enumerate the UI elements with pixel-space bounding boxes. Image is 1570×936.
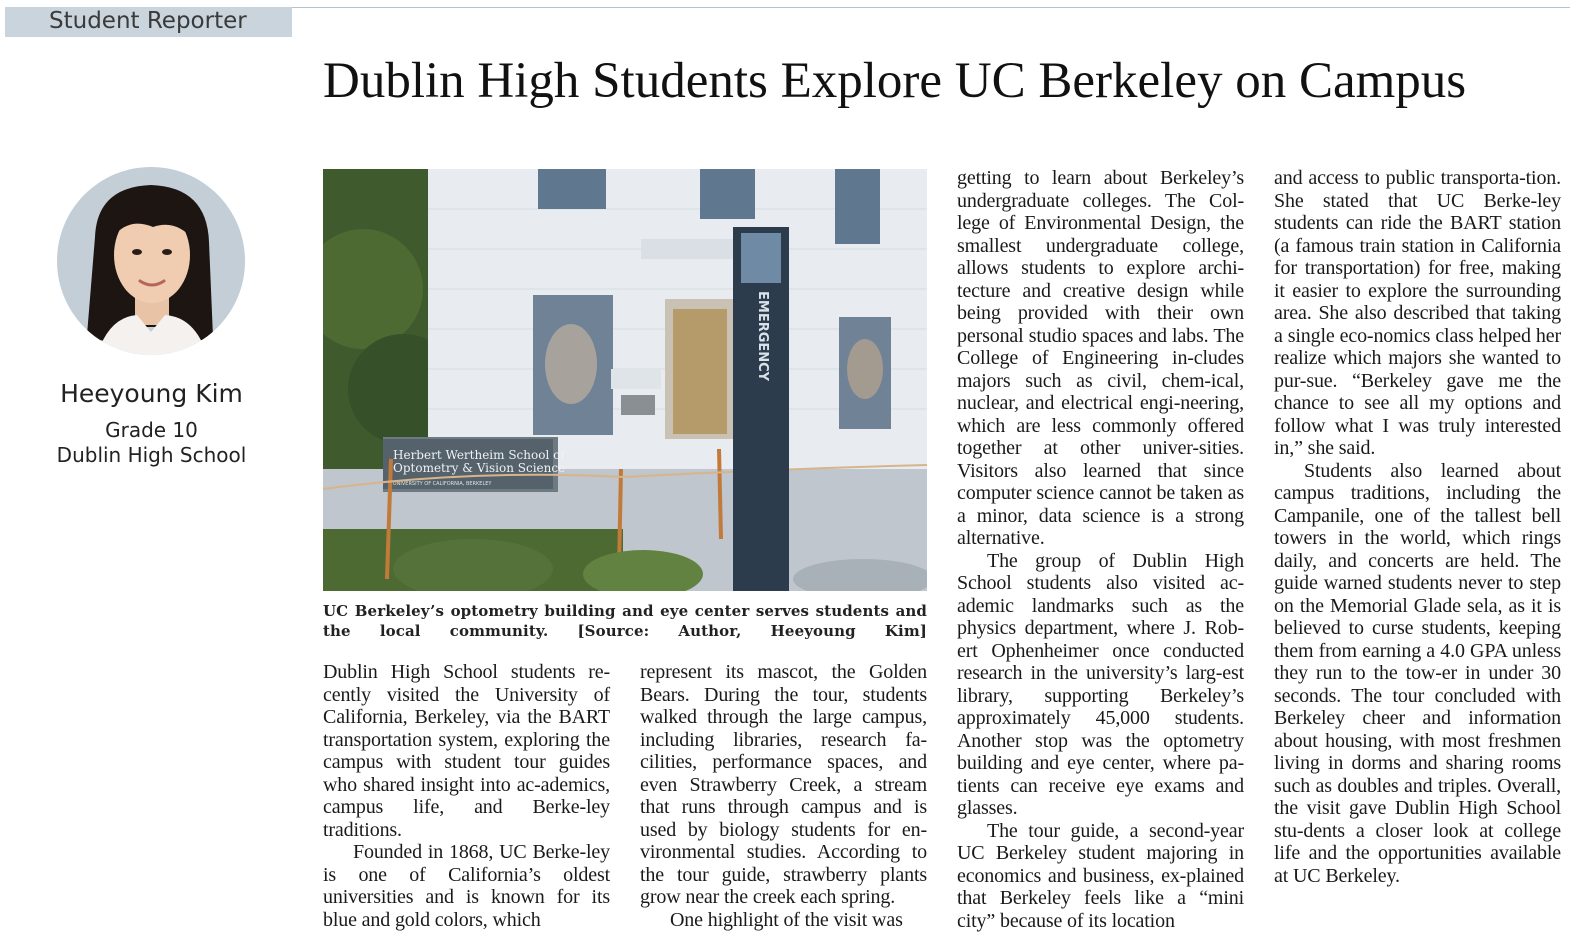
article-photo [323, 169, 927, 591]
author-grade: Grade 10 [105, 418, 198, 442]
caption-text: UC Berkeley’s optometry building and eye center serves students and the local community. [323, 602, 927, 640]
section-label: Student Reporter [5, 7, 292, 37]
author-name: Heeyoung Kim [60, 379, 243, 408]
hall-plaque [611, 369, 661, 389]
article-column-4 [1274, 167, 1561, 887]
column-3-paragraph-1: getting to learn about Berkeley’s undergraduate colleges. The Col-lege of Environmental Design, the smallest undergraduate college, allows students to explore archi-tecture and creative design while being provided with their own personal studio spaces and labs. The College of Engineering in-cludes majors such as civil, chem-ical, nuclear, and electrical engi-neering, which are less commonly offered together at other univer-sities. Visitors also learned that since computer science cannot be taken as a minor, data science is a strong alternative. [957, 167, 1244, 549]
photo-sign-line-1: Herbert Wertheim School of [393, 448, 565, 462]
column-1-paragraph-1: Dublin High School students re-cently visited the University of California, Berkeley, via the BART transportation system, exploring the campus with student tour guides who shared insight into ac-ademics, campus life, and Berke-ley traditions. [323, 661, 610, 841]
column-1-paragraph-2: Founded in 1868, UC Berke-ley is one of California’s oldest universities and is known for its blue and gold colors, which [323, 841, 610, 931]
photo-caption [323, 601, 927, 641]
column-2-paragraph-1: represent its mascot, the Golden Bears. During the tour, students walked through the large campus, including libraries, research fa-cilities, performance spaces, and even Strawberry Creek, a stream that runs through campus and is used by biology students for en-vironmental studies. According to the tour guide, strawberry plants grow near the creek each spring. [640, 661, 927, 908]
author-school: Dublin High School [56, 443, 247, 467]
header-rule [292, 7, 1570, 8]
article-headline: Dublin High Students Explore UC Berkeley on Campus [323, 53, 1467, 109]
photo-sign-line-2: Optometry & Vision Science [393, 461, 566, 475]
column-4-paragraph-1: and access to public transporta-tion. She stated that UC Berke-ley students can ride the BART station (a famous train station in California for transportation) for free, making it easier to explore the surrounding area. She also described that taking a single eco-nomics class helped her realize which majors she wanted to pur-sue. “Berkeley gave me the chance to see all my options and follow what I was truly interested in,” she said. [1274, 167, 1561, 459]
column-3-paragraph-2: The group of Dublin High School students also visited ac-ademic landmarks such as the physics department, where J. Rob-ert Ophenheimer once conducted research in the university’s larg-est library, supporting Berkeley’s approximately 45,000 students. Another stop was the optometry building and eye center, where pa-tients can receive eye exams and glasses. [957, 549, 1244, 819]
article-column-1 [323, 661, 610, 931]
column-3-paragraph-3: The tour guide, a second-year UC Berkeley student majoring in economics and business, ex-plained that Berkeley feels like a “mini city” because of its location [957, 819, 1244, 932]
article-column-3 [957, 167, 1244, 932]
column-4-paragraph-2: Students also learned about campus traditions, including the Campanile, one of the tallest bell towers in the world, which rings daily, and concerts are held. The guide warned students never to step on the Memorial Glade sela, as it is believed to curse students, keeping them from earning a 4.0 GPA unless they run to the tow-er in under 30 seconds. The tour concluded with Berkeley cheer and information about housing, with most freshmen living in dorms and sharing rooms such as doubles and triples. Overall, the visit gave Dublin High School stu-dents a closer look at college life and the opportunities available at UC Berkeley. [1274, 459, 1561, 887]
caption-source: [Source: Author, Heeyoung Kim] [577, 622, 928, 640]
author-portrait [57, 167, 245, 355]
photo-pole-text: EMERGENCY [755, 291, 770, 382]
photo-sign-line-3: UNIVERSITY OF CALIFORNIA, BERKELEY [393, 481, 492, 487]
column-2-paragraph-2: One highlight of the visit was [670, 908, 903, 931]
article-column-2 [640, 661, 927, 931]
